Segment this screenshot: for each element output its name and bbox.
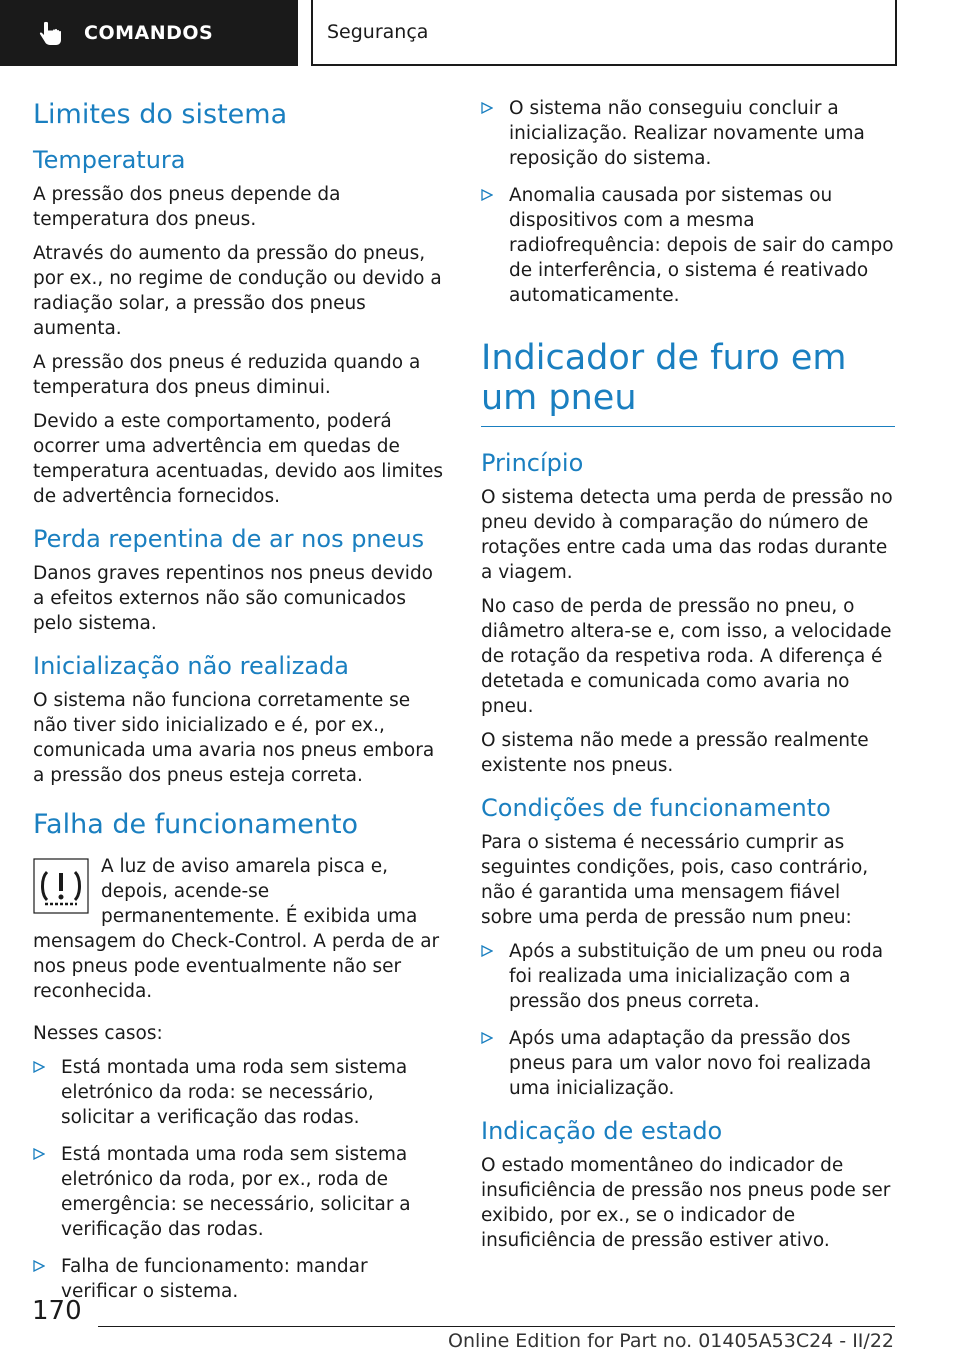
bullet-list [481,939,895,1101]
subheading-malfunction: Falha de funcionamento [33,809,359,840]
footer-divider [98,1326,895,1327]
bullet-list [481,96,895,308]
subheading-status: Indicação de estado [481,1117,723,1145]
right-column [481,96,895,1262]
paragraph: No caso de perda de pressão no pneu, o diâmetro altera-se e, com isso, a velocidade de rotação da respetiva roda. A diferença é detetada e comunicada como avaria no pneu. [481,596,892,717]
subsection-tab [311,0,897,66]
section-heading-flat-tire-indicator: Indicador de furo em um pneu [481,338,895,427]
paragraph: A pressão dos pneus é reduzida quando a temperatura dos pneus diminui. [33,352,421,398]
section-heading-system-limits: Limites do sistema [33,99,288,130]
paragraph: O sistema não funciona corretamente se não tiver sido inicializado e é, por ex., comunicada uma avaria nos pneus embora a pressão dos pneus esteja correta. [33,690,435,786]
left-column [33,96,448,1316]
subsection-title: Segurança [327,21,429,43]
section-title: COMANDOS [84,22,214,44]
triangle-bullet-icon [33,1148,45,1160]
list-item: Após a substituição de um pneu ou roda foi realizada uma inicialização com a pressão dos pneus correta. [481,939,895,1014]
paragraph: O estado momentâneo do indicador de insuficiência de pressão nos pneus pode ser exibido, por ex., se o indicador de insuficiência de pressão estiver ativo. [481,1155,891,1251]
bullet-list [33,1055,448,1304]
triangle-bullet-icon [481,102,493,114]
page-number: 170 [32,1296,82,1326]
paragraph: Através do aumento da pressão do pneus, por ex., no regime de condução ou devido a radiação solar, a pressão dos pneus aumenta. [33,243,442,339]
footer-edition: Online Edition for Part no. 01405A53C24 - II/22 [447,1330,894,1352]
list-item: Anomalia causada por sistemas ou dispositivos com a mesma radiofrequência: depois de sair do campo de interferência, o sistema é reativado automaticamente. [481,183,895,308]
paragraph: A luz de aviso amarela pisca e, depois, acende-se permanentemente. É exibida uma mensagem do Check-Control. A perda de ar nos pneus pode eventualmente não ser reconhecida. [33,856,440,1002]
subheading-temperature: Temperatura [33,146,186,174]
list-item: O sistema não conseguiu concluir a inicialização. Realizar novamente uma reposição do sistema. [481,96,895,171]
page-header [0,0,960,66]
paragraph: O sistema detecta uma perda de pressão no pneu devido à comparação do número de rotações entre cada uma das rodas durante a viagem. [481,487,893,583]
triangle-bullet-icon [33,1260,45,1272]
list-item: Está montada uma roda sem sistema eletrónico da roda: se necessário, solicitar a verificação das rodas. [33,1055,448,1130]
paragraph: Nesses casos: [33,1023,163,1044]
list-item: Falha de funcionamento: mandar verificar o sistema. [33,1254,448,1304]
paragraph: Danos graves repentinos nos pneus devido a efeitos externos não são comunicados pelo sistema. [33,563,433,634]
pointing-hand-icon [38,19,66,47]
triangle-bullet-icon [481,945,493,957]
paragraph: A pressão dos pneus depende da temperatura dos pneus. [33,184,341,230]
paragraph: O sistema não mede a pressão realmente existente nos pneus. [481,730,869,776]
triangle-bullet-icon [481,1032,493,1044]
triangle-bullet-icon [33,1061,45,1073]
paragraph: Devido a este comportamento, poderá ocorrer uma advertência em quedas de temperatura acentuadas, devido aos limites de advertência fornecidos. [33,411,443,507]
subheading-sudden-loss: Perda repentina de ar nos pneus [33,525,425,553]
subheading-initialization: Inicialização não realizada [33,652,350,680]
triangle-bullet-icon [481,189,493,201]
list-item: Está montada uma roda sem sistema eletrónico da roda, por ex., roda de emergência: se necessário, solicitar a verificação das rodas. [33,1142,448,1242]
paragraph: Para o sistema é necessário cumprir as seguintes condições, pois, caso contrário, não é garantida uma mensagem fiável sobre uma perda de pressão num pneu: [481,832,869,928]
section-tab [0,0,298,66]
subheading-principle: Princípio [481,449,584,477]
list-item: Após uma adaptação da pressão dos pneus para um valor novo foi realizada uma inicialização. [481,1026,895,1101]
subheading-conditions: Condições de funcionamento [481,794,831,822]
tire-pressure-warning-icon [33,858,89,914]
warning-paragraph [33,854,448,1013]
